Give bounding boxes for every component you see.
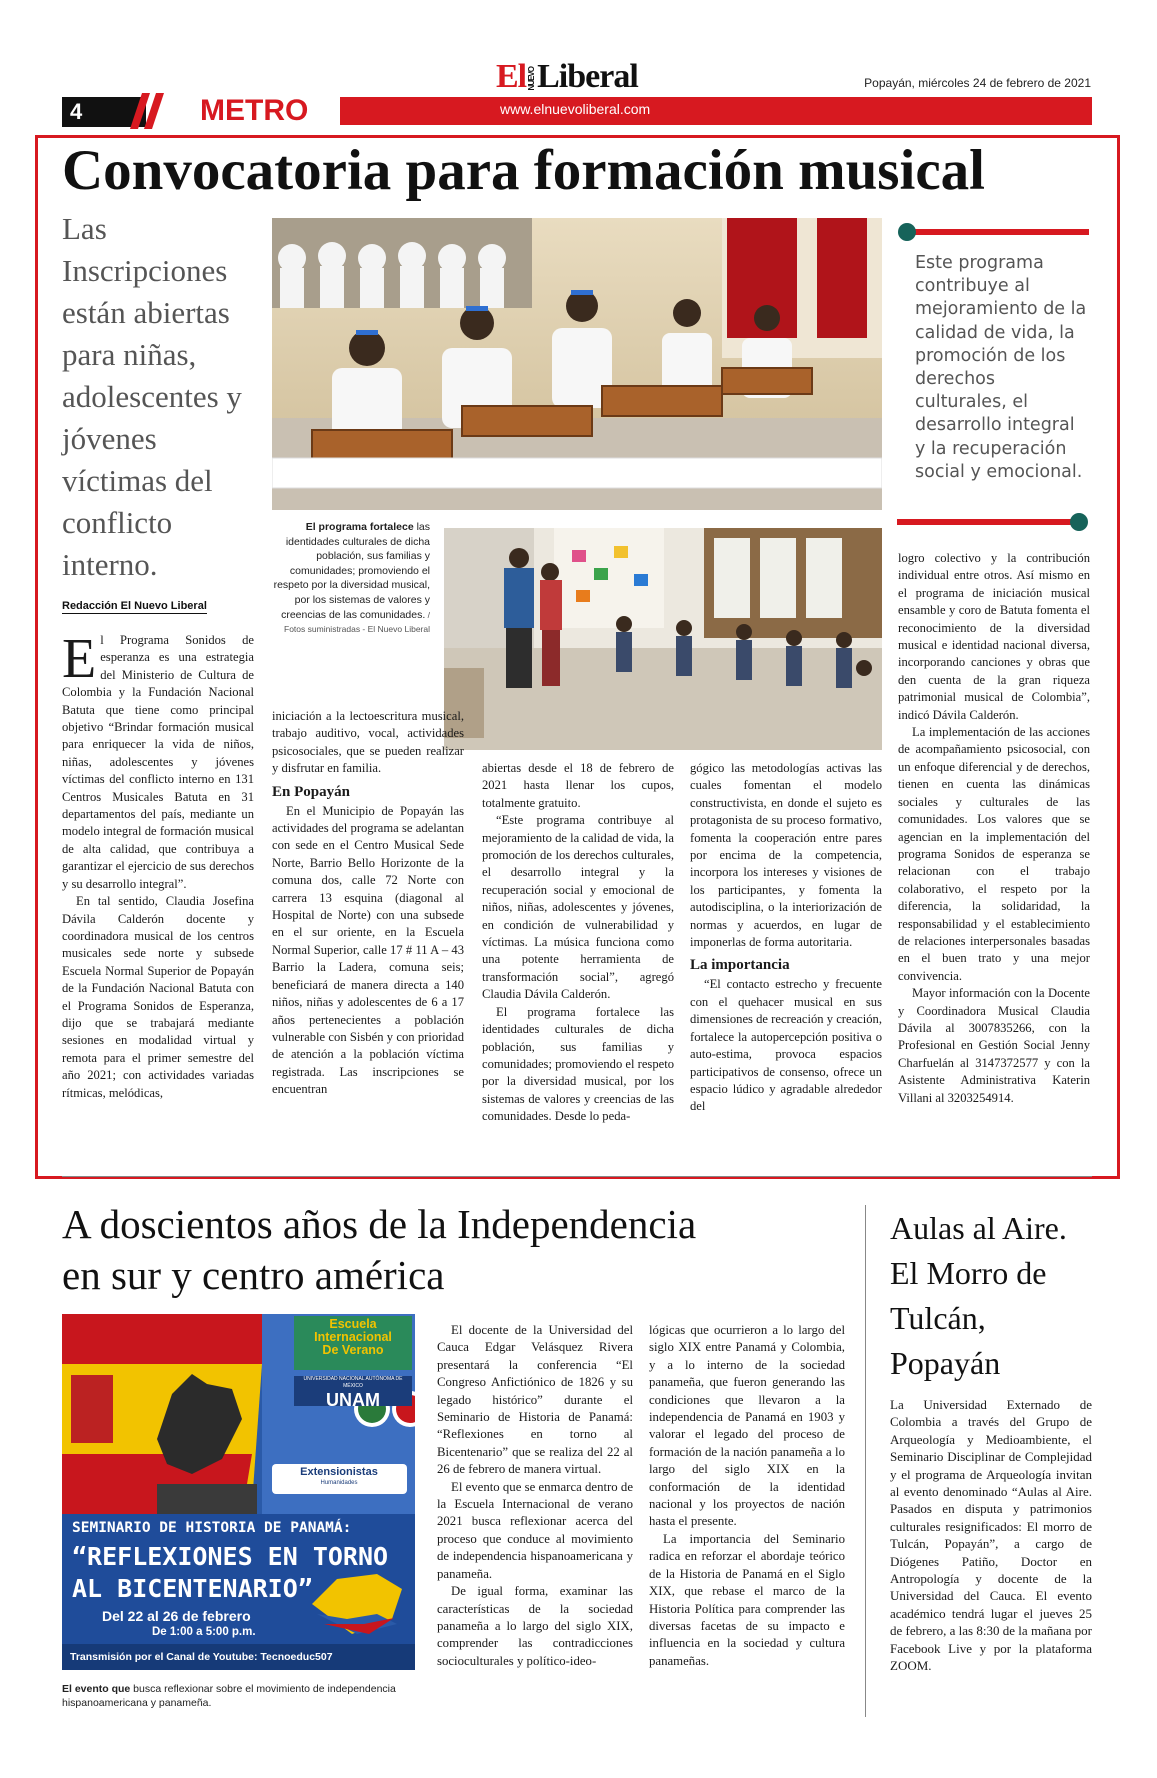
article2-headline-line1: A doscientos años de la Independencia [62,1201,697,1247]
drop-cap: E [62,628,97,690]
seminar-poster [62,1314,415,1670]
caption-text: las identidades culturales de dicha población, sus familias y comunidades; promoviendo el respeto por la diversidad musical, por los sistemas de valores y creencias de las comunidades. [273,521,430,621]
logo-liberal: Liberal [537,58,638,95]
article1-headline: Convocatoria para formación musical [62,139,985,202]
paragraph: “El contacto estrecho y frecuente con el quehacer musical en sus dimensiones de recreación y creación, fortalece la autopercepción positiva o auto-estima, provoca espacios participativos de consenso, ofrece un espacio lúdico y agradable alrededor del [690,977,882,1114]
header-slash-decoration [120,93,170,129]
paragraph: De igual forma, examinar las características de la sociedad panameña a lo largo del siglo XIX, comprender las contradicciones socioculturales y político-ideo- [437,1584,633,1668]
article2-headline-line2: en sur y centro américa [62,1252,445,1298]
poster-caption [62,1682,422,1710]
poster-dates: Del 22 al 26 de febrero [102,1608,251,1624]
pullquote: Este programa contribuye al mejoramiento de la calidad de vida, la promoción de los derechos culturales, el desarrollo integral y la recuperación social y emocional. [915,253,1087,482]
newspaper-logo [496,58,638,96]
subhead: La importancia [690,957,790,974]
dateline: Popayán, miércoles 24 de febrero de 2021 [864,76,1091,90]
logo-nuevo: NUEVO [527,67,537,91]
article1-column-2 [272,708,464,1099]
article1-column-4 [690,760,882,1116]
article1-lede: Las Inscripciones están abiertas para niñas, adolescentes y jóvenes víctimas del conflicto interno. [62,211,242,582]
pullquote-bottom-rule [897,510,1089,534]
poster-school-badge [294,1316,412,1370]
marimba-class-photo [272,218,882,510]
sidebar-body: La Universidad Externado de Colombia a través del Grupo de Arqueología y Medioambiente, el Seminario Disciplinar de Complejidad y el programa de Arqueología invitan al evento denominado “Aulas al Aire. Pasados en disputa y patrimonios culturales resignificados: El morro de Tulcán, Popayán”, a cargo de Diógenes Patiño, Doctor en Antropología y docente de la Universidad del Cauca. El evento académico tendrá lugar el jueves 25 de febrero, a las 8:30 de la mañana por Facebook Live y por la plataforma ZOOM. [890,1397,1092,1674]
paragraph: logro colectivo y la contribución individual entre otros. Así mismo en el programa de iniciación musical ensamble y coro de Batuta fomenta el reconocimiento de la diversidad musical e identidad nacional diversa, incorporando canciones y obras que den cuenta de la gran riqueza patrimonial musical de Colombia”, indicó Dávila Calderón. [898,551,1090,722]
paragraph: En tal sentido, Claudia Josefina Dávila Calderón docente y coordinadora musical de los centros musicales sede norte y subsede Escuela Normal Superior de Popayán de la Fundación Nacional Batuta con el Programa Sonidos de Esperanza, dijo que se trabajará mediante sesiones en modalidad virtual y remota para el primer semestre del año 2021; con actividades variadas rítmicas, melódicas, [62,894,254,1100]
article2-column-1 [437,1322,633,1670]
website-url[interactable]: www.elnuevoliberal.com [500,101,651,117]
paragraph: abiertas desde el 18 de febrero de 2021 hasta llenar los cupos, totalmente gratuito. [482,761,674,810]
article1-column-1 [62,628,254,1102]
teacher-group-photo [444,528,882,750]
paragraph: El evento que se enmarca dentro de la Escuela Internacional de verano 2021 busca reflexionar acerca del proceso que conduce al movimiento de independencia hispanoamericana y panameña. [437,1479,633,1581]
paragraph: “Este programa contribuye al mejoramiento de la calidad de vida, la promoción de los derechos culturales, el desarrollo integral y la recuperación social y emocional de niños, niñas, adolescentes y jóvenes, en condición de vulnerabilidad y víctimas. La música funciona como una potente herramienta de transformación social”, agregó Claudia Dávila Calderón. [482,813,674,1002]
photo-caption [272,520,430,637]
paragraph: Mayor información con la Docente y Coordinadora Musical Claudia Dávila al 3007835266, con la Profesional en Gestión Social Jenny Charfuelán al 3147372577 y con la Asistente Administrativa Katerin Villani al 3203254914. [898,986,1090,1105]
article1-column-3 [482,760,674,1126]
poster-unam: UNAM [326,1390,380,1410]
poster-extension-sub: Humanidades [320,1480,358,1486]
poster-school-line: Escuela [329,1317,377,1331]
article1-byline: Redacción El Nuevo Liberal [62,600,207,612]
poster-title-1: SEMINARIO DE HISTORIA DE PANAMÁ: [72,1520,352,1536]
poster-unam-small: UNIVERSIDAD NACIONAL AUTÓNOMA DE MÉXICO [303,1376,403,1389]
paragraph: El programa fortalece las identidades culturales de dicha población, sus familias y comunidades; promoviendo el respeto por la diversidad musical, por los sistemas de valores y creencias de las comunidades. Desde lo peda- [482,1004,675,1124]
poster-hours: De 1:00 a 5:00 p.m. [152,1626,256,1638]
paragraph: lógicas que ocurrieron a lo largo del siglo XIX entre Panamá y Colombia, y a lo interno de la sociedad panameña, que fueron generando las condiciones que llevaron a la independencia de Panamá en 1903 y valorar el legado del proceso de formación de la nación panameña a lo largo del siglo XIX en la conformación de la identidad nacional y los proyectos de nación hasta el presente. [649,1323,845,1529]
article1-column-5 [898,550,1090,1107]
header-red-bar [340,97,1092,125]
subhead: En Popayán [272,783,350,800]
page-number: 4 [62,97,146,127]
caption-credit: / Fotos suministradas - El Nuevo Liberal [284,609,430,635]
paragraph: gógico las metodologías activas las cuales fomentan el modelo constructivista, en donde el sujeto es protagonista de su proceso formativo, fomenta la cooperación entre pares por encima de la competencia, incorpora los intereses y visiones de los participantes, y fomenta la autodisciplina, o la interiorización de normas y acuerdos, en lugar de imponerlas de forma autoritaria. [690,761,882,950]
poster-title-3: AL BICENTENARIO” [72,1574,313,1603]
poster-unam-badge [294,1376,412,1410]
sidebar-rule [865,1205,866,1717]
sidebar-title: Aulas al Aire. El Morro de Tulcán, Popayán [890,1210,1067,1381]
poster-school-line: De Verano [322,1343,384,1357]
paragraph: En el Municipio de Popayán las actividades del programa se adelantan con sede en el Centro Musical Sede Norte, Barrio Bello Horizonte de la comuna dos, calle 72 Norte con carrera 13 esquina (diagonal al Hospital de Norte) con una subsede en el sur oriente, en la Escuela Normal Superior, calle 17 # 11 A – 43 Barrio la Ladera, comuna seis; beneficiará de manera directa a 140 niños, niñas y adolescentes de 6 a 17 años pertenecientes a población vulnerable con Sisbén y con prioridad de atención a la población víctima registrada. Las inscripciones se encuentran [272,803,464,1097]
paragraph: La implementación de las acciones de acompañamiento psicosocial, con un enfoque diferencial y de derechos, tienen en cuenta las dinámicas sociales y culturales de las comunidades. Los valores que se agencian en la implementación del programa Sonidos de esperanza se relacionan con el trabajo colaborativo, el respeto por la diferencia, la solidaridad, la responsabilidad y el establecimiento de relaciones interpersonales basadas en el buen trato y una mejor convivencia. [898,725,1090,983]
logo-el: El [496,58,527,95]
poster-school-line: Internacional [314,1330,392,1344]
paragraph: l Programa Sonidos de esperanza es una estrategia del Ministerio de Cultura de Colombia y la Fundación Nacional Batuta que tiene como principal objetivo “Brindar formación musical para enriquecer la vida de niños, niñas, adolescentes y jóvenes víctimas del conflicto interno en 131 Centros Musicales Batuta en 31 departamentos del país, mediante un modelo integral de formación musical de alta calidad, que contribuya a garantizar el ejercicio de sus derechos y su desarrollo integral”. [62,633,254,891]
caption-bold: El programa fortalece [305,521,414,533]
poster-stream-info: Transmisión por el Canal de Youtube: Tecnoeduc507 [70,1651,333,1663]
poster-extension-badge [274,1466,404,1487]
caption-text: busca reflexionar sobre el movimiento de independencia hispanoamericana y panameña. [62,1683,396,1709]
article-divider [62,1176,1092,1177]
section-title: METRO [200,94,309,127]
poster-title-2: “REFLEXIONES EN TORNO [72,1542,389,1571]
article2-column-2 [649,1322,845,1670]
caption-bold: El evento que [62,1683,131,1695]
poster-extension: Extensionistas [300,1466,378,1478]
pullquote-top-rule [897,220,1089,244]
paragraph: La importancia del Seminario radica en reforzar el abordaje teórico de la Historia de Panamá en el Siglo XIX, que rebase el marco de la Historia Política para comprender las diversas facetas de su impacto e influencia en la sociedad y cultura panameñas. [649,1531,845,1668]
paragraph: iniciación a la lectoescritura musical, trabajo auditivo, vocal, actividades psicosociales, que se pueden realizar y disfrutar en familia. [272,709,464,776]
paragraph: El docente de la Universidad del Cauca Edgar Velásquez Rivera presentará la conferencia “El Congreso Anfictiónico de 1826 y su legado histórico” durante el Seminario de Historia de Panamá: “Reflexiones en torno al Bicentenario” que se realiza del 22 al 26 de febrero de manera virtual. [437,1323,633,1477]
